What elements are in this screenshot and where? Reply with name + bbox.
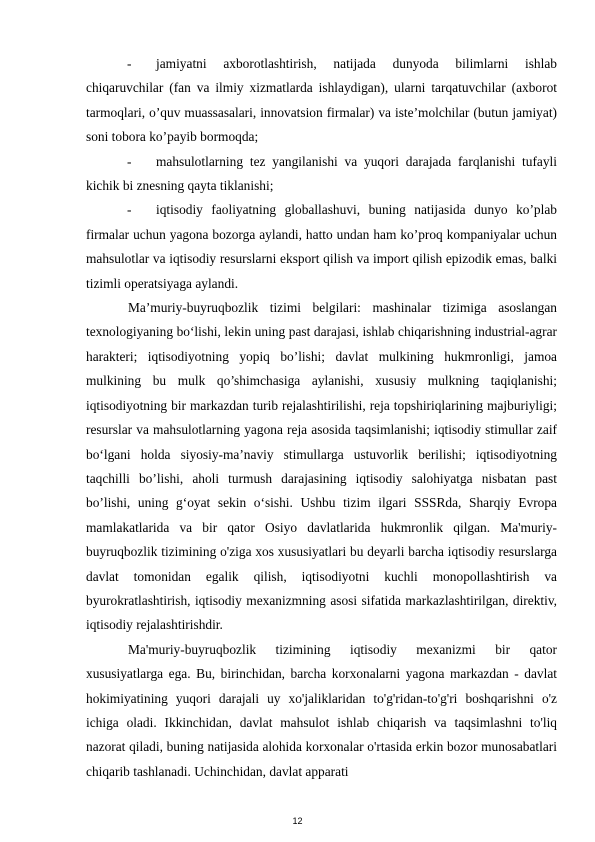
bullet-item	[86, 150, 557, 199]
document-page	[86, 52, 557, 784]
paragraph-system-features: Ma’muriy-buyruqbozlik tizimi belgilari: mashinalar tizimiga asoslangan texnologiyaning bo‘lishi, lekin uning past darajasi, ishlab chiqarishning industrial-agrar harakteri; iqtisodiyotning yopiq bo’lishi; davlat mulkining hukmronligi, jamoa mulkining bu mulk qo’shimchasiga aylanishi, xususiy mulkning taqiqlanishi; iqtisodiyotning bir markazdan turib rejalashtirilishi, reja topshiriqlarining majburiyligi; resurslar va mahsulotlarning yagona reja asosida taqsimlanishi; iqtisodiy stimullar zaif bo‘lgani holda siyosiy-ma’naviy stimullarga ustuvorlik berilishi; iqtisodiyotning taqchilli bo’lishi, aholi turmush darajasining iqtisodiy salohiyatga nisbatan past bo’lishi, uning g‘oyat sekin o‘sishi. Ushbu tizim ilgari SSSRda, Sharqiy Evropa mamlakatlarida va bir qator Osiyo davlatlarida hukmronlik qilgan. Ma'muriy-buyruqbozlik tizimining o'ziga xos xususiyatlari bu deyarli barcha iqtisodiy resurslarga davlat tomonidan egalik qilish, iqtisodiyotni kuchli monopollashtirish va byurokratlashtirish, iqtisodiy mexanizmning asosi sifatida markazlashtirilgan, direktiv, iqtisodiy rejalashtirishdir.	[86, 300, 557, 633]
bullet-text: mahsulotlarning tez yangilanishi va yuqori darajada farqlanishi tufayli kichik bi znesning qayta tiklanishi;	[86, 153, 557, 194]
bullet-item	[86, 198, 557, 296]
bullet-dash: -	[127, 202, 132, 218]
page-number: 12	[292, 816, 303, 826]
paragraph-economic-mechanism: Ma'muriy-buyruqbozlik tizimining iqtisodiy mexanizmi bir qator xususiyatlarga ega. Bu, birinchidan, barcha korxonalarni yagona markazdan - davlat hokimiyatining yuqori darajali uy xo'jaliklaridan to'g'ridan-to'g'ri boshqarishni o'z ichiga oladi. Ikkinchidan, davlat mahsulot ishlab chiqarish va taqsimlashni to'liq nazorat qiladi, buning natijasida alohida korxonalar o'rtasida erkin bozor munosabatlari chiqarib tashlanadi. Uchinchidan, davlat apparati	[86, 641, 557, 779]
bullet-text: iqtisodiy faoliyatning globallashuvi, buning natijasida dunyo ko’plab firmalar uchun yagona bozorga aylandi, hatto undan ham ko’proq kompaniyalar uchun mahsulotlar va iqtisodiy resurslarni eksport qilish va import qilish epizodik emas, balki tizimli operatsiyaga aylandi.	[86, 202, 557, 291]
bullet-dash: -	[127, 56, 132, 71]
bullet-dash: -	[127, 153, 132, 169]
bullet-text: jamiyatni axborotlashtirish, natijada dunyoda bilimlarni ishlab chiqaruvchilar (fan va ilmiy xizmatlarda ishlaydigan), ularni tarqatuvchilar (axborot tarmoqlari, o’quv muassasalari, innovatsion firmalar) va iste’molchilar (butun jamiyat) soni tobora ko’payib bormoqda;	[86, 56, 557, 145]
bullet-item	[86, 52, 557, 150]
